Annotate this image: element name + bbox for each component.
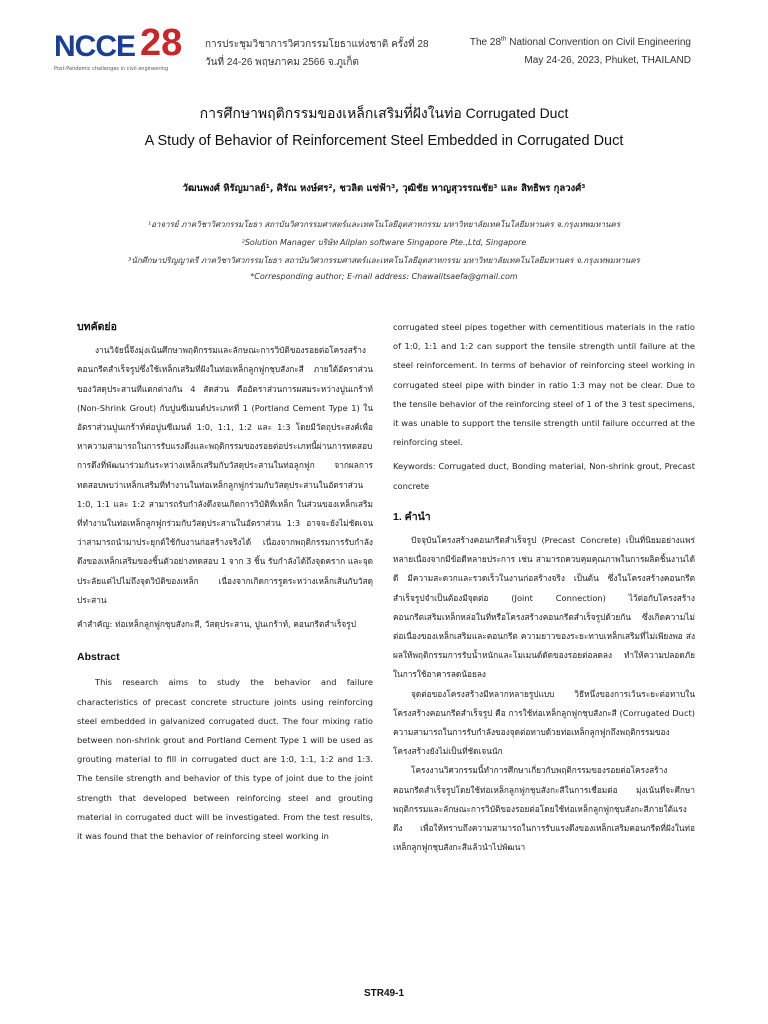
keywords-english-label: Keywords:: [393, 461, 436, 472]
header-en-date: May 24-26, 2023, Phuket, THAILAND: [524, 55, 691, 66]
section-1-paragraph-1: ปัจจุบันโครงสร้างคอนกรีตสำเร็จรูป (Precast Concrete) เป็นที่นิยมอย่างแพร่หลายเนื่องจากมีข้อดีหลายประการ เช่น สามารถควบคุมคุณภาพในการผลิตชิ้นงานได้ดี มีความสะดวกและรวดเร็วในงานก่อสร้างจริง เป็นต้น ซึ่งในโครงสร้างคอนกรีตสำเร็จรูปจำเป็นต้องมีจุดต่อ (Joint Connection) ไว้ต่อกับโครงสร้างคอนกรีตเสริมเหล็กหล่อในที่หรือโครงสร้างคอนกรีตสำเร็จรูปด้วยกัน ซึ่งเกิดความไม่ต่อเนื่องของเหล็กเสริมและคอนกรีต ความยาวของระยะทาบเหล็กเสริมที่ไม่เพียงพอ ส่งผลให้พฤติกรรมการรับน้ำหนักและโมเมนต์ดัดของรอยต่อลดลง ทำให้ความปลอดภัยในการใช้อาคารลดน้อยลง: [393, 535, 695, 680]
right-column: [393, 318, 695, 857]
keywords-english-text: Corrugated duct, Bonding material, Non-shrink grout, Precast concrete: [393, 461, 696, 491]
header-en-conference-pre: The 28: [469, 37, 502, 48]
logo-number: 28: [140, 22, 183, 64]
author-list: วัฒนพงศ์ หิรัญมาลย์¹, ศิรัณ หงษ์ศร², ชวลิต แซ่ฟ้า³, วุฒิชัย หาญสุวรรณชัย³ และ สิทธิพร กุลวงศ์³: [182, 183, 586, 194]
abstract-english-body-right: corrugated steel pipes together with cementitious materials in the ratio of 1:0, 1:1 and 1:2 can support the tensile strength until failure at the steel reinforcement. In terms of behavior of reinforcing steel working in corrugated steel pipe with binder in ratio 1:3 may not be clear. Due to the tensile behavior of the reinforcing steel of 1 of the 3 test specimens, it was unable to support the tensile strength until failure occurred at the reinforcing steel.: [393, 322, 695, 448]
section-1-paragraph-2: จุดต่อของโครงสร้างมีหลากหลายรูปแบบ วิธีหนึ่งของการเว้นระยะต่อทาบในโครงสร้างคอนกรีตสำเร็จรูป คือ การใช้ท่อเหล็กลูกฟูกชุบสังกะสี (Corrugated Duct) ความสามารถในการรับกำลังของจุดต่อทาบด้วยท่อเหล็กลูกฟูกถึงพฤติกรรมของโครงสร้างยังไม่เป็นที่ชัดเจนนัก: [393, 688, 695, 757]
conference-logo: [54, 22, 194, 82]
abstract-english-body-left: This research aims to study the behavior and failure characteristics of precast concrete structure joints using reinforcing steel embedded in galvanized corrugated duct. The four mixing ratio between non-shrink grout and Portland Cement Type 1 will be used as grouting material to fill in corrugated duct are 1:0, 1:1, 1:2 and 1:3. The tensile strength and behavior of this type of joint due to the joint strength that developed between reinforcing steel and grouting material in corrugated duct will be investigated. From the test results, it was found that the behavior of reinforcing steel working in: [77, 677, 373, 842]
header-thai-date: วันที่ 24-26 พฤษภาคม 2566 จ.ภูเก็ต: [205, 57, 359, 68]
section-1-heading: 1. คำนำ: [393, 510, 431, 523]
header-en-conference: [470, 37, 691, 48]
keywords-thai-text: ท่อเหล็กลูกฟูกชุบสังกะสี, วัสดุประสาน, ปูนเกร้าท์, คอนกรีตสำเร็จรูป: [115, 619, 356, 630]
affiliation-3: ³นักศึกษาปริญญาตรี ภาควิชาวิศวกรรมโยธา สถาบันวิศวกรรมศาสตร์และเทคโนโลยีอุตสาหกรรม มหาวิทยาลัยเทคโนโลยีมหานคร จ.กรุงเทพมหานคร: [128, 256, 640, 265]
keywords-thai-label: คำสำคัญ:: [77, 619, 113, 630]
abstract-thai-body: งานวิจัยนี้จึงมุ่งเน้นศึกษาพฤติกรรมและลักษณะการวิบัติของรอยต่อโครงสร้างคอนกรีตสำเร็จรูปซึ่งใช้เหล็กเสริมที่ฝังในท่อเหล็กลูกฟูกชุบสังกะสี ภายใต้อัตราส่วนของวัสดุประสานที่แตกต่างกัน 4 สัดส่วน คืออัตราส่วนการผสมระหว่างปูนเกร้าท์ (Non-Shrink Grout) กับปูนซีเมนต์ประเภทที่ 1 (Portland Cement Type 1) ในอัตราส่วนปูนเกร้าท์ต่อปูนซีเมนต์ 1:0, 1:1, 1:2 และ 1:3 โดยมีวัตถุประสงค์เพื่อหาความสามารถในการรับแรงดึงและพฤติกรรมของรอยต่อประเภทนี้ผ่านการทดสอบการดึงที่พัฒนาร่วมกันระหว่างเหล็กเสริมกับวัสดุประสานในท่อลูกฟูก จากผลการทดสอบพบว่าเหล็กเสริมที่ทำงานในท่อเหล็กลูกฟูกร่วมกับวัสดุประสานในอัตราส่วน 1:0, 1:1 และ 1:2 สามารถรับกำลังดึงจนเกิดการวิบัติที่เหล็ก ในส่วนของเหล็กเสริมที่ทำงานในท่อเหล็กลูกฟูกร่วมกับวัสดุประสานในอัตราส่วน 1:3 อาจจะยังไม่ชัดเจนว่าสามารถนำมาประยุกต์ใช้กับงานก่อสร้างจริงได้ เนื่องจากพฤติกรรมการรับกำลังดึงของเหล็กเสริมของชิ้นตัวอย่างทดสอบ 1 จาก 3 ชิ้น รับกำลังได้ถึงจุดคราก และจุดประลัยแต่ไปไม่ถึงจุดวิบัติของเหล็ก เนื่องจากเกิดการรูดระหว่างเหล็กเส้นกับวัสดุประสาน: [77, 345, 373, 605]
affiliation-2: ²Solution Manager บริษัท Allplan software Singapore Pte.,Ltd, Singapore: [241, 238, 527, 247]
abstract-thai-heading: บทคัดย่อ: [77, 321, 117, 333]
keywords-thai: [77, 615, 373, 634]
header-en-conference-post: National Convention on Civil Engineering: [506, 37, 691, 48]
corresponding-author: *Corresponding author; E-mail address: Chawalitsaefa@gmail.com: [250, 272, 518, 281]
page-number: STR49-1: [363, 988, 404, 999]
logo-tagline: Post-Pandemic challenges in civil engineering: [54, 66, 169, 72]
section-1-paragraph-3: โครงงานวิศวกรรมนี้ทำการศึกษาเกี่ยวกับพฤติกรรมของรอยต่อโครงสร้างคอนกรีตสำเร็จรูปโดยใช้ท่อเหล็กลูกฟูกชุบสังกะสีในการเชื่อมต่อ มุ่งเน้นที่จะศึกษาพฤติกรรมและลักษณะการวิบัติของรอยต่อโดยใช้ท่อเหล็กลูกฟูกชุบสังกะสีภายใต้แรงดึง เพื่อให้ทราบถึงความสามารถในการรับแรงดึงของเหล็กเสริมคอนกรีตที่ฝังในท่อเหล็กลูกฟูกชุบสังกะสีแล้วนำไปพัฒนา: [393, 765, 695, 853]
header-en-conference-sup: th: [501, 35, 507, 43]
keywords-english: [393, 457, 695, 495]
logo-ncce-text: NCCE: [54, 30, 136, 63]
affiliation-1: ¹อาจารย์ ภาควิชาวิศวกรรมโยธา สถาบันวิศวกรรมศาสตร์และเทคโนโลยีอุตสาหกรรม มหาวิทยาลัยเทคโนโลยีมหานคร จ.กรุงเทพมหานคร: [147, 220, 621, 229]
abstract-english-heading: Abstract: [77, 651, 120, 664]
paper-title-english: A Study of Behavior of Reinforcement Steel Embedded in Corrugated Duct: [144, 133, 624, 149]
left-column: [77, 318, 373, 846]
header-thai-conference: การประชุมวิชาการวิศวกรรมโยธาแห่งชาติ ครั้งที่ 28: [205, 39, 429, 50]
paper-title-thai: การศึกษาพฤติกรรมของเหล็กเสริมที่ฝังในท่อ Corrugated Duct: [199, 105, 569, 121]
